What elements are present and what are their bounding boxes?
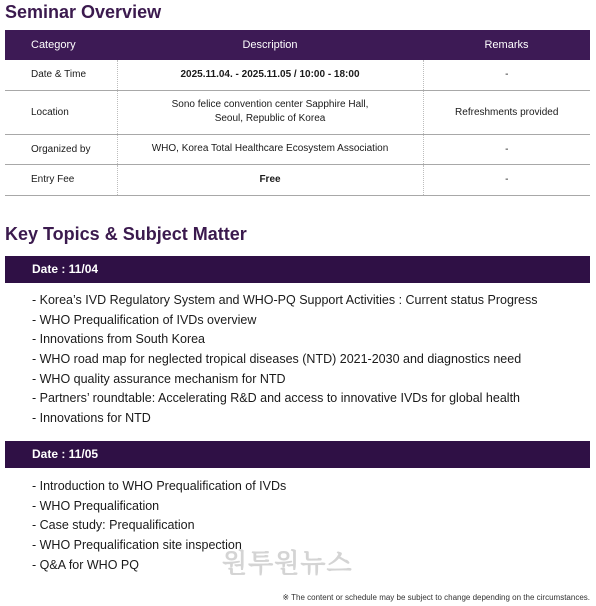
table-row xyxy=(5,164,590,195)
list-item: - Korea’s IVD Regulatory System and WHO-PQ Support Activities : Current status Progress xyxy=(32,293,538,307)
table-row xyxy=(5,60,590,90)
list-item: - Q&A for WHO PQ xyxy=(32,557,139,572)
column-header-description: Description xyxy=(117,30,423,60)
category-cell: Location xyxy=(5,90,117,134)
category-cell: Date & Time xyxy=(5,60,117,90)
column-header-category: Category xyxy=(5,30,117,60)
category-cell: Organized by xyxy=(5,134,117,164)
description-line: Seoul, Republic of Korea xyxy=(214,113,326,124)
remarks-cell: - xyxy=(423,164,590,195)
description-cell: WHO, Korea Total Healthcare Ecosystem Association xyxy=(117,134,423,164)
description-line: Sono felice convention center Sapphire Hall, xyxy=(171,99,369,110)
list-item: - WHO Prequalification xyxy=(32,498,160,513)
list-item: - Introduction to WHO Prequalification of IVDs xyxy=(32,479,287,493)
remarks-cell: Refreshments provided xyxy=(423,90,590,134)
list-item: - Innovations from South Korea xyxy=(32,332,206,347)
date-bar-day2: Date : 11/05 xyxy=(5,441,590,468)
watermark: 원투원뉴스 xyxy=(222,548,353,578)
list-item: - Case study: Prequalification xyxy=(32,518,195,533)
remarks-cell: - xyxy=(423,60,590,90)
topic-list-day1 xyxy=(32,291,538,429)
table-row xyxy=(5,90,590,134)
category-cell: Entry Fee xyxy=(5,164,117,195)
key-topics-title: Key Topics & Subject Matter xyxy=(5,224,247,244)
overview-table xyxy=(5,30,590,196)
footnote: ※ The content or schedule may be subject to change depending on the circumstances. xyxy=(282,593,590,602)
table-header-row xyxy=(5,30,590,60)
list-item: - WHO Prequalification of IVDs overview xyxy=(32,312,257,327)
table-row xyxy=(5,134,590,164)
list-item: - WHO quality assurance mechanism for NTD xyxy=(32,371,286,386)
column-header-remarks: Remarks xyxy=(423,30,590,60)
list-item: - Innovations for NTD xyxy=(32,411,151,426)
list-item: - WHO Prequalification site inspection xyxy=(32,538,242,553)
list-item: - Partners’ roundtable: Accelerating R&D and access to innovative IVDs for global health xyxy=(32,391,520,406)
description-cell: 2025.11.04. - 2025.11.05 / 10:00 - 18:00 xyxy=(117,60,423,90)
seminar-overview-title: Seminar Overview xyxy=(5,2,162,22)
list-item: - WHO road map for neglected tropical diseases (NTD) 2021-2030 and diagnostics need xyxy=(32,352,522,367)
description-cell: Free xyxy=(117,164,423,195)
description-cell xyxy=(117,90,423,134)
date-bar-day1: Date : 11/04 xyxy=(5,256,590,283)
remarks-cell: - xyxy=(423,134,590,164)
